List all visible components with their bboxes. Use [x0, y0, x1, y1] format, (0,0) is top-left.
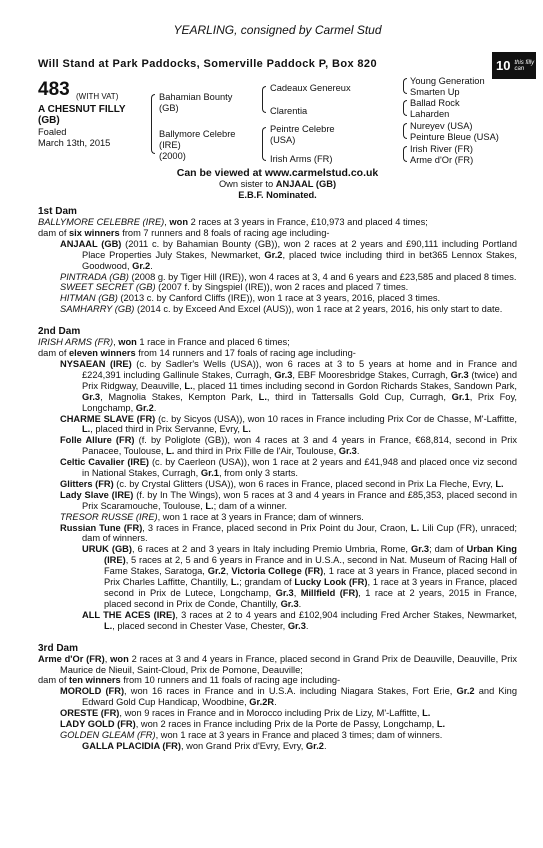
- pedigree-entry: ORESTE (FR), won 9 races in France and in Morocco including Prix de Lizy, M'-Laffitte, L.: [60, 708, 431, 719]
- third-dam-produce-2: [38, 741, 517, 752]
- second-dam-produce: [38, 359, 517, 523]
- lot-number: 483: [38, 79, 70, 100]
- bracket-gen1: [151, 94, 155, 154]
- sire-dam: Clarentia: [270, 106, 308, 116]
- dam-sire-origin: (USA): [270, 135, 296, 145]
- pedigree-entry: Glitters (FR) (c. by Crystal Glitters (USA)), won 6 races in France, placed second in Prix La Fleche, Evry, L.: [60, 478, 504, 489]
- pedigree-entry: MOROLD (FR), won 16 races in France and in U.S.A. including Niagara Stakes, Fort Erie, Gr.2 and King Edward Gold Cup Handicap, Woodbine, Gr.2R.: [60, 686, 517, 708]
- pedigree-entry: Arme d'Or (FR), won 2 races at 3 and 4 years in France, placed second in Grand Prix de Deauville, Deauville, Prix Maurice de Nieuil, Saint-Cloud, Prix de Pomone, Deauville;: [38, 653, 517, 675]
- pedigree-entry: ANJAAL (GB) (2011 c. by Bahamian Bounty (GB)), won 2 races at 2 years and £90,111 including Portland Place Properties July Stakes, Newmarket, Gr.2, placed twice including third in bet365 Lennox Stakes, Goodwood, Gr.2.: [60, 238, 517, 271]
- pedigree-entry: dam of eleven winners from 14 runners and 17 foals of racing age including-: [38, 348, 356, 359]
- pedigree-entry: Celtic Cavalier (IRE) (c. by Caerleon (USA)), won 1 race at 2 years and £41,948 and placed once viz second in National Stakes, Curragh, Gr.1, from only 3 starts.: [60, 457, 518, 479]
- horse-name-line1: A CHESNUT FILLY: [38, 104, 126, 115]
- pedigree-entry: GOLDEN GLEAM (FR), won 1 race at 3 years in France and placed 3 times; dam of winners.: [60, 729, 443, 740]
- ddd: Arme d'Or (FR): [410, 155, 474, 165]
- sds: Ballad Rock: [410, 98, 460, 108]
- second-dam-produce-2: [38, 523, 517, 545]
- horse-name: [38, 104, 126, 126]
- horse-name-line2: (GB): [38, 115, 60, 126]
- second-dam-heading: 2nd Dam: [38, 326, 81, 338]
- third-dam-heading: 3rd Dam: [38, 642, 79, 654]
- page-title: YEARLING, consigned by Carmel Stud: [173, 23, 382, 37]
- pedigree-entry: GALLA PLACIDIA (FR), won Grand Prix d'Evry, Evry, Gr.2.: [82, 740, 327, 751]
- logo-text: this filly can: [514, 59, 535, 72]
- dds: Irish River (FR): [410, 144, 474, 154]
- own-sister-name: ANJAAL (GB): [275, 179, 337, 189]
- stand-location: Will Stand at Park Paddocks, Somerville Paddock P, Box 820: [38, 58, 377, 70]
- dam-year: (2000): [159, 151, 186, 161]
- first-dam-heading: 1st Dam: [38, 206, 77, 217]
- first-dam-produce: [38, 239, 517, 315]
- pedigree-entry: Russian Tune (FR), 3 races in France, placed second in Prix Point du Jour, Craon, L. Lili Cup (FR), unraced; dam of winners.: [60, 522, 517, 544]
- pedigree-entry: TRESOR RUSSE (IRE), won 1 race at 3 years in France; dam of winners.: [60, 511, 364, 522]
- sire-origin: (GB): [159, 103, 179, 113]
- ten-logo-icon: [492, 52, 536, 79]
- vat-note: (WITH VAT): [76, 92, 119, 101]
- logo-number: 10: [496, 58, 511, 73]
- pedigree-entry: IRISH ARMS (FR), won 1 race in France and placed 6 times;: [38, 337, 290, 348]
- own-sister-line: [38, 179, 517, 190]
- pedigree-entry: CHARME SLAVE (FR) (c. by Sicyos (USA)), won 10 races in France including Prix Cor de Chasse, M'-Laffitte, L., placed third in Prix Servanne, Evry, L.: [60, 413, 518, 435]
- dam: Ballymore Celebre: [159, 129, 236, 139]
- bracket-gen3-2: [403, 100, 407, 116]
- pedigree-entry: SAMHARRY (GB) (2014 c. by Exceed And Excel (AUS)), won 1 race at 2 years, 2016, his only start to date.: [60, 304, 503, 315]
- bracket-gen3-4: [403, 146, 407, 162]
- ebf-note: E.B.F. Nominated.: [238, 190, 317, 200]
- bracket-gen3-3: [403, 123, 407, 139]
- pedigree-entry: ALL THE ACES (IRE), 3 races at 2 to 4 years and £102,904 including Fred Archer Stakes, Newmarket, L., placed second in Chester Vase, Chester, Gr.3.: [82, 609, 517, 631]
- catalogue-page: [0, 23, 543, 848]
- pedigree-entry: NYSAEAN (IRE) (c. by Sadler's Wells (USA)), won 6 races at 3 to 5 years at home and in France and £224,391 including Gallinule Stakes, Curragh, Gr.3, EBF Mooresbridge Stakes, Curragh, Gr.3 (twice) and Prix Ridgway, Deauville, L., placed 11 times including second in Gordon Richards Stakes, Sandown Park, Gr.3, Magnolia Stakes, Kempton Park, L., third in Tattersalls Gold Cup, Curragh, Gr.1, Prix Foy, Longchamp, Gr.2.: [60, 358, 518, 413]
- dss: Nureyev (USA): [410, 121, 473, 131]
- sire-sire: Cadeaux Genereux: [270, 83, 351, 93]
- sdd: Laharden: [410, 109, 450, 119]
- pedigree-entry: SWEET SECRET (GB) (2007 f. by Singspiel (IRE)), won 2 races and placed 7 times.: [60, 282, 409, 293]
- pedigree-entry: LADY GOLD (FR), won 2 races in France including Prix de la Porte de Passy, Longchamp, L.: [60, 719, 446, 730]
- pedigree-entry: BALLYMORE CELEBRE (IRE), won 2 races at 3 years in France, £10,973 and placed 4 times;: [38, 217, 428, 227]
- pedigree-entry: URUK (GB), 6 races at 2 and 3 years in Italy including Premio Umbria, Rome, Gr.3; dam of Urban King (IRE), 5 races at 2, 5 and 6 years in France and in U.S.A., second in Nat. Museum of Racing Hall of Fame Stakes, Saratoga, Gr.2, Victoria College (FR), 1 race at 3 years in France, placed second in Prix Charles Laffitte, Chantilly, L.; grandam of Lucky Look (FR), 1 race at 3 years in France, placed second in Prix de Lutece, Longchamp, Gr.3, Millfield (FR), 1 race at 2 years, 2015 in France, placed second in Prix de Conde, Chantilly, Gr.3.: [82, 544, 518, 609]
- sss: Young Generation: [410, 76, 485, 86]
- bracket-gen3-1: [403, 78, 407, 94]
- pedigree-entry: Lady Slave (IRE) (f. by In The Wings), won 5 races at 3 and 4 years in France and £85,353, placed second in Prix Scaramouche, Toulouse, L.; dam of a winner.: [60, 489, 517, 511]
- bracket-gen2-bottom: [262, 127, 266, 161]
- dam-sire: Peintre Celebre: [270, 124, 335, 134]
- foaled-label: Foaled: [38, 127, 67, 137]
- pedigree-entry: Folle Allure (FR) (f. by Poliglote (GB)), won 4 races at 3 and 4 years in France, €68,814, second in Prix Panacee, Toulouse, L. and third in Prix Fille de l'Air, Toulouse, Gr.3.: [60, 435, 518, 457]
- pedigree-entry: dam of six winners from 7 runners and 8 foals of racing age including-: [38, 227, 330, 238]
- first-dam-lines: [38, 217, 517, 239]
- dam-dam: Irish Arms (FR): [270, 154, 333, 164]
- pedigree-entry: PINTRADA (GB) (2008 g. by Tiger Hill (IRE)), won 4 races at 3, 4 and 6 years and £23,585 and placed 8 times.: [60, 271, 517, 282]
- dsd: Peinture Bleue (USA): [410, 132, 499, 142]
- foaled-date: March 13th, 2015: [38, 138, 111, 148]
- own-sister-prefix: Own sister to: [218, 179, 276, 189]
- dam-origin: (IRE): [159, 140, 181, 150]
- pedigree-block: [38, 76, 517, 165]
- ssd: Smarten Up: [410, 87, 460, 97]
- foaled-info: [38, 127, 110, 149]
- viewing-info: Can be viewed at www.carmelstud.co.uk: [176, 167, 379, 179]
- third-dam-produce: [38, 686, 517, 741]
- pedigree-entry: HITMAN (GB) (2013 c. by Canford Cliffs (IRE)), won 1 race at 3 years, 2016, placed 3 times.: [60, 293, 441, 304]
- third-dam-lines: [38, 654, 517, 687]
- sire: Bahamian Bounty: [159, 92, 233, 102]
- pedigree-entry: dam of ten winners from 10 runners and 11 foals of racing age including-: [38, 675, 341, 686]
- second-dam-produce-3: [38, 544, 517, 631]
- bracket-gen2-top: [262, 86, 266, 113]
- second-dam-lines: [38, 337, 517, 359]
